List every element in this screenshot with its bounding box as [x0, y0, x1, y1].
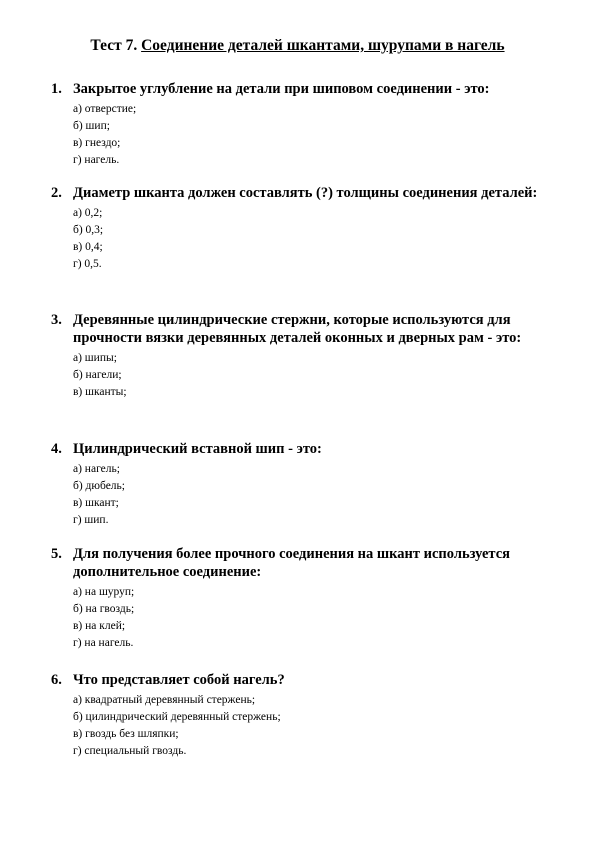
options-list [73, 692, 571, 760]
question-2 [51, 184, 571, 273]
options-list [73, 461, 571, 529]
option-b: б) шип; [73, 120, 110, 132]
question-number: 1. [51, 81, 62, 97]
question-text: Цилиндрический вставной шип - это: [73, 441, 322, 457]
option-a: а) шипы; [73, 352, 117, 364]
option-g: г) нагель. [73, 154, 120, 166]
test-title-prefix: Тест 7. [90, 37, 138, 54]
question-number: 6. [51, 672, 62, 688]
option-v: в) гвоздь без шляпки; [73, 728, 179, 740]
options-list [73, 101, 571, 169]
options-list [73, 584, 571, 652]
question-number: 2. [51, 185, 62, 201]
question-text: Закрытое углубление на детали при шиповом соединении - это: [73, 81, 490, 97]
question-text: Что представляет собой нагель? [73, 672, 285, 688]
option-a: а) 0,2; [73, 207, 103, 219]
option-b: б) дюбель; [73, 480, 125, 492]
question-5 [51, 545, 571, 652]
question-number: 5. [51, 546, 62, 562]
question-text: Деревянные цилиндрические стержни, которые используются для прочности вязки деревянных деталей оконных и дверных рам - это: [73, 312, 522, 346]
option-v: в) шкант; [73, 497, 119, 509]
question-number: 3. [51, 312, 62, 328]
question-number: 4. [51, 441, 62, 457]
test-title-text: Соединение деталей шкантами, шурупами в нагель [141, 37, 505, 54]
question-6 [51, 671, 571, 760]
option-v: в) шканты; [73, 386, 127, 398]
option-g: г) на нагель. [73, 637, 134, 649]
option-v: в) на клей; [73, 620, 126, 632]
option-g: г) 0,5. [73, 258, 102, 270]
options-list [73, 350, 571, 401]
option-a: а) квадратный деревянный стержень; [73, 694, 256, 706]
option-v: в) 0,4; [73, 241, 103, 253]
option-a: а) отверстие; [73, 103, 137, 115]
option-b: б) 0,3; [73, 224, 104, 236]
option-b: б) цилиндрический деревянный стержень; [73, 711, 281, 723]
test-title [0, 36, 595, 56]
question-text: Диаметр шканта должен составлять (?) толщины соединения деталей: [73, 185, 538, 201]
option-b: б) на гвоздь; [73, 603, 135, 615]
options-list [73, 205, 571, 273]
option-b: б) нагели; [73, 369, 122, 381]
question-text: Для получения более прочного соединения на шкант используется дополнительное соединение: [73, 546, 510, 580]
option-a: а) на шуруп; [73, 586, 135, 598]
question-3 [51, 311, 571, 401]
option-v: в) гнездо; [73, 137, 121, 149]
option-a: а) нагель; [73, 463, 120, 475]
question-1 [51, 80, 571, 169]
question-4 [51, 440, 571, 529]
option-g: г) специальный гвоздь. [73, 745, 187, 757]
option-g: г) шип. [73, 514, 109, 526]
